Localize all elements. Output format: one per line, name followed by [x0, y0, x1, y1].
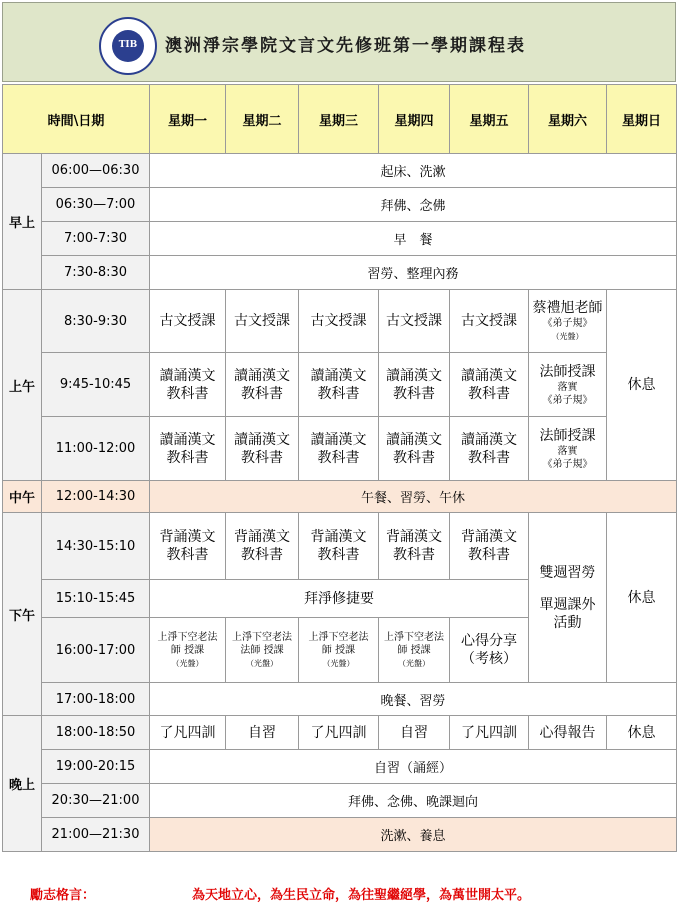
course-line: 教科書 — [241, 449, 283, 466]
course-line: 教科書 — [393, 547, 435, 563]
course-cell: 了凡四訓 — [150, 716, 226, 750]
activity-cell: 自習（誦經） — [150, 750, 677, 784]
activity-cell: 午餐、習勞、午休 — [150, 481, 677, 513]
course-cell — [299, 513, 379, 580]
table-row — [3, 683, 677, 716]
saturday-course-cell — [529, 290, 607, 353]
course-line: 讀誦漢文 — [386, 431, 442, 448]
course-cell — [450, 353, 529, 417]
sat-line: （光盤） — [551, 332, 584, 341]
course-line: 上淨下空老法 — [157, 631, 218, 643]
course-cell — [299, 417, 379, 481]
sharing-cell — [450, 618, 529, 683]
course-line: （考核） — [461, 651, 517, 667]
time-cell: 8:30-9:30 — [42, 290, 150, 353]
course-cell: 古文授課 — [379, 290, 450, 353]
course-line: 教科書 — [393, 449, 435, 466]
course-cell — [226, 513, 299, 580]
course-line: 上淨下空老法 — [232, 631, 292, 643]
course-line: 背誦漢文 — [461, 529, 517, 545]
course-cell — [379, 417, 450, 481]
sat-line: 法師授課 — [539, 427, 596, 444]
time-cell: 20:30—21:00 — [42, 784, 150, 818]
course-line: 讀誦漢文 — [310, 367, 367, 384]
sat-line: 落實 — [557, 445, 578, 457]
table-row — [3, 290, 677, 353]
course-line: 法師 授課 — [240, 644, 284, 656]
course-cell — [226, 353, 299, 417]
activity-cell: 拜淨修捷要 — [150, 580, 529, 618]
course-cell — [150, 353, 226, 417]
course-line: 教科書 — [468, 547, 510, 563]
course-line: 教科書 — [241, 547, 283, 563]
course-cell: 自習 — [226, 716, 299, 750]
course-cell — [299, 353, 379, 417]
header-banner — [2, 2, 676, 82]
time-cell: 7:00-7:30 — [42, 222, 150, 256]
course-line: 讀誦漢文 — [159, 367, 216, 384]
time-cell: 06:30—7:00 — [42, 188, 150, 222]
col-thu: 星期四 — [379, 85, 450, 154]
course-line: 教科書 — [393, 385, 435, 402]
course-cell — [450, 513, 529, 580]
period-evening: 晚上 — [3, 716, 42, 852]
header-row — [3, 85, 677, 154]
course-cell — [379, 513, 450, 580]
course-line: 心得分享 — [461, 633, 517, 649]
sat-line: 蔡禮旭老師 — [532, 300, 603, 316]
sat-line: 《弟子規》 — [542, 458, 593, 470]
course-cell: 古文授課 — [299, 290, 379, 353]
page-title: 澳洲淨宗學院文言文先修班第一學期課程表 — [165, 36, 526, 56]
dvd-lecture-cell — [379, 618, 450, 683]
time-cell: 11:00-12:00 — [42, 417, 150, 481]
table-row — [3, 188, 677, 222]
time-cell: 16:00-17:00 — [42, 618, 150, 683]
course-cell: 了凡四訓 — [299, 716, 379, 750]
course-line: 教科書 — [166, 385, 209, 402]
table-row — [3, 716, 677, 750]
table-row — [3, 481, 677, 513]
course-line: 讀誦漢文 — [461, 367, 517, 384]
course-line: 讀誦漢文 — [159, 431, 216, 448]
dvd-lecture-cell — [150, 618, 226, 683]
course-line: 上淨下空老法 — [384, 631, 444, 643]
logo-emblem — [112, 30, 144, 62]
course-line: （光盤） — [246, 658, 278, 668]
time-cell: 21:00—21:30 — [42, 818, 150, 852]
course-cell — [379, 353, 450, 417]
table-row — [3, 222, 677, 256]
activity-cell: 洗漱、養息 — [150, 818, 677, 852]
motto-label: 勵志格言： — [30, 888, 96, 903]
table-row — [3, 818, 677, 852]
dvd-lecture-cell — [299, 618, 379, 683]
course-line: 教科書 — [317, 449, 360, 466]
activity-cell: 拜佛、念佛 — [150, 188, 677, 222]
course-line: 教科書 — [468, 385, 510, 402]
course-cell: 古文授課 — [450, 290, 529, 353]
course-line: 背誦漢文 — [310, 529, 367, 545]
time-cell: 18:00-18:50 — [42, 716, 150, 750]
time-cell: 19:00-20:15 — [42, 750, 150, 784]
course-line: 教科書 — [241, 385, 283, 402]
course-line: 教科書 — [317, 547, 360, 563]
course-line: 師 授課 — [170, 644, 205, 656]
course-line: 讀誦漢文 — [461, 431, 517, 448]
time-cell: 17:00-18:00 — [42, 683, 150, 716]
course-line: 背誦漢文 — [234, 529, 290, 545]
course-line: （光盤） — [171, 658, 204, 668]
course-line: 讀誦漢文 — [386, 367, 442, 384]
course-cell: 古文授課 — [150, 290, 226, 353]
time-cell: 06:00—06:30 — [42, 154, 150, 188]
period-morning: 早上 — [3, 154, 42, 290]
saturday-course-cell — [529, 417, 607, 481]
motto-quote: 為天地立心，為生民立命，為往聖繼絕學，為萬世開太平。 — [192, 888, 531, 903]
course-cell: 古文授課 — [226, 290, 299, 353]
activity-cell: 晚餐、習勞 — [150, 683, 677, 716]
col-wed: 星期三 — [299, 85, 379, 154]
course-line: （光盤） — [322, 658, 355, 668]
table-row — [3, 750, 677, 784]
course-line: 讀誦漢文 — [234, 367, 290, 384]
course-line: 背誦漢文 — [159, 529, 216, 545]
sat-line: 雙週習勞 — [539, 564, 596, 581]
course-cell — [450, 417, 529, 481]
course-line: 上淨下空老法 — [308, 631, 369, 643]
period-forenoon: 上午 — [3, 290, 42, 481]
activity-cell: 拜佛、念佛、晚課迴向 — [150, 784, 677, 818]
course-line: 師 授課 — [397, 644, 431, 656]
table-row — [3, 154, 677, 188]
course-cell: 自習 — [379, 716, 450, 750]
course-line: （光盤） — [398, 658, 430, 668]
table-row — [3, 784, 677, 818]
col-tue: 星期二 — [226, 85, 299, 154]
sat-line: 《弟子規》 — [542, 394, 593, 406]
table-row — [3, 513, 677, 580]
time-cell: 14:30-15:10 — [42, 513, 150, 580]
course-line: 背誦漢文 — [386, 529, 442, 545]
time-cell: 9:45-10:45 — [42, 353, 150, 417]
sat-line: 《弟子規》 — [542, 318, 593, 329]
table-row — [3, 353, 677, 417]
course-line: 師 授課 — [321, 644, 356, 656]
period-noon: 中午 — [3, 481, 42, 513]
course-cell: 了凡四訓 — [450, 716, 529, 750]
course-line: 教科書 — [166, 449, 209, 466]
table-row — [3, 256, 677, 290]
course-cell — [150, 417, 226, 481]
sunday-rest: 休息 — [607, 290, 677, 481]
period-afternoon: 下午 — [3, 513, 42, 716]
course-line: 讀誦漢文 — [310, 431, 367, 448]
table-row — [3, 417, 677, 481]
col-sun: 星期日 — [607, 85, 677, 154]
col-time-date: 時間\日期 — [3, 85, 150, 154]
time-cell: 15:10-15:45 — [42, 580, 150, 618]
time-cell: 12:00-14:30 — [42, 481, 150, 513]
col-mon: 星期一 — [150, 85, 226, 154]
course-line: 教科書 — [317, 385, 360, 402]
sat-line: 單週課外 — [539, 596, 596, 613]
saturday-activity-cell — [529, 513, 607, 683]
col-fri: 星期五 — [450, 85, 529, 154]
activity-cell: 起床、洗漱 — [150, 154, 677, 188]
course-line: 教科書 — [166, 547, 209, 563]
course-cell — [226, 417, 299, 481]
sunday-rest: 休息 — [607, 513, 677, 683]
motto-footer — [30, 884, 531, 903]
sat-line: 活動 — [553, 614, 582, 631]
course-cell: 休息 — [607, 716, 677, 750]
dvd-lecture-cell — [226, 618, 299, 683]
schedule-table — [2, 84, 677, 852]
school-logo — [99, 17, 157, 75]
col-sat: 星期六 — [529, 85, 607, 154]
course-line: 讀誦漢文 — [234, 431, 290, 448]
saturday-course-cell — [529, 353, 607, 417]
activity-cell: 習勞、整理內務 — [150, 256, 677, 290]
sat-line: 法師授課 — [539, 363, 596, 380]
course-cell — [150, 513, 226, 580]
course-cell: 心得報告 — [529, 716, 607, 750]
time-cell: 7:30-8:30 — [42, 256, 150, 290]
logo-text: TIB — [118, 40, 138, 50]
activity-cell: 早 餐 — [150, 222, 677, 256]
course-line: 教科書 — [468, 449, 510, 466]
sat-line: 落實 — [557, 381, 578, 393]
